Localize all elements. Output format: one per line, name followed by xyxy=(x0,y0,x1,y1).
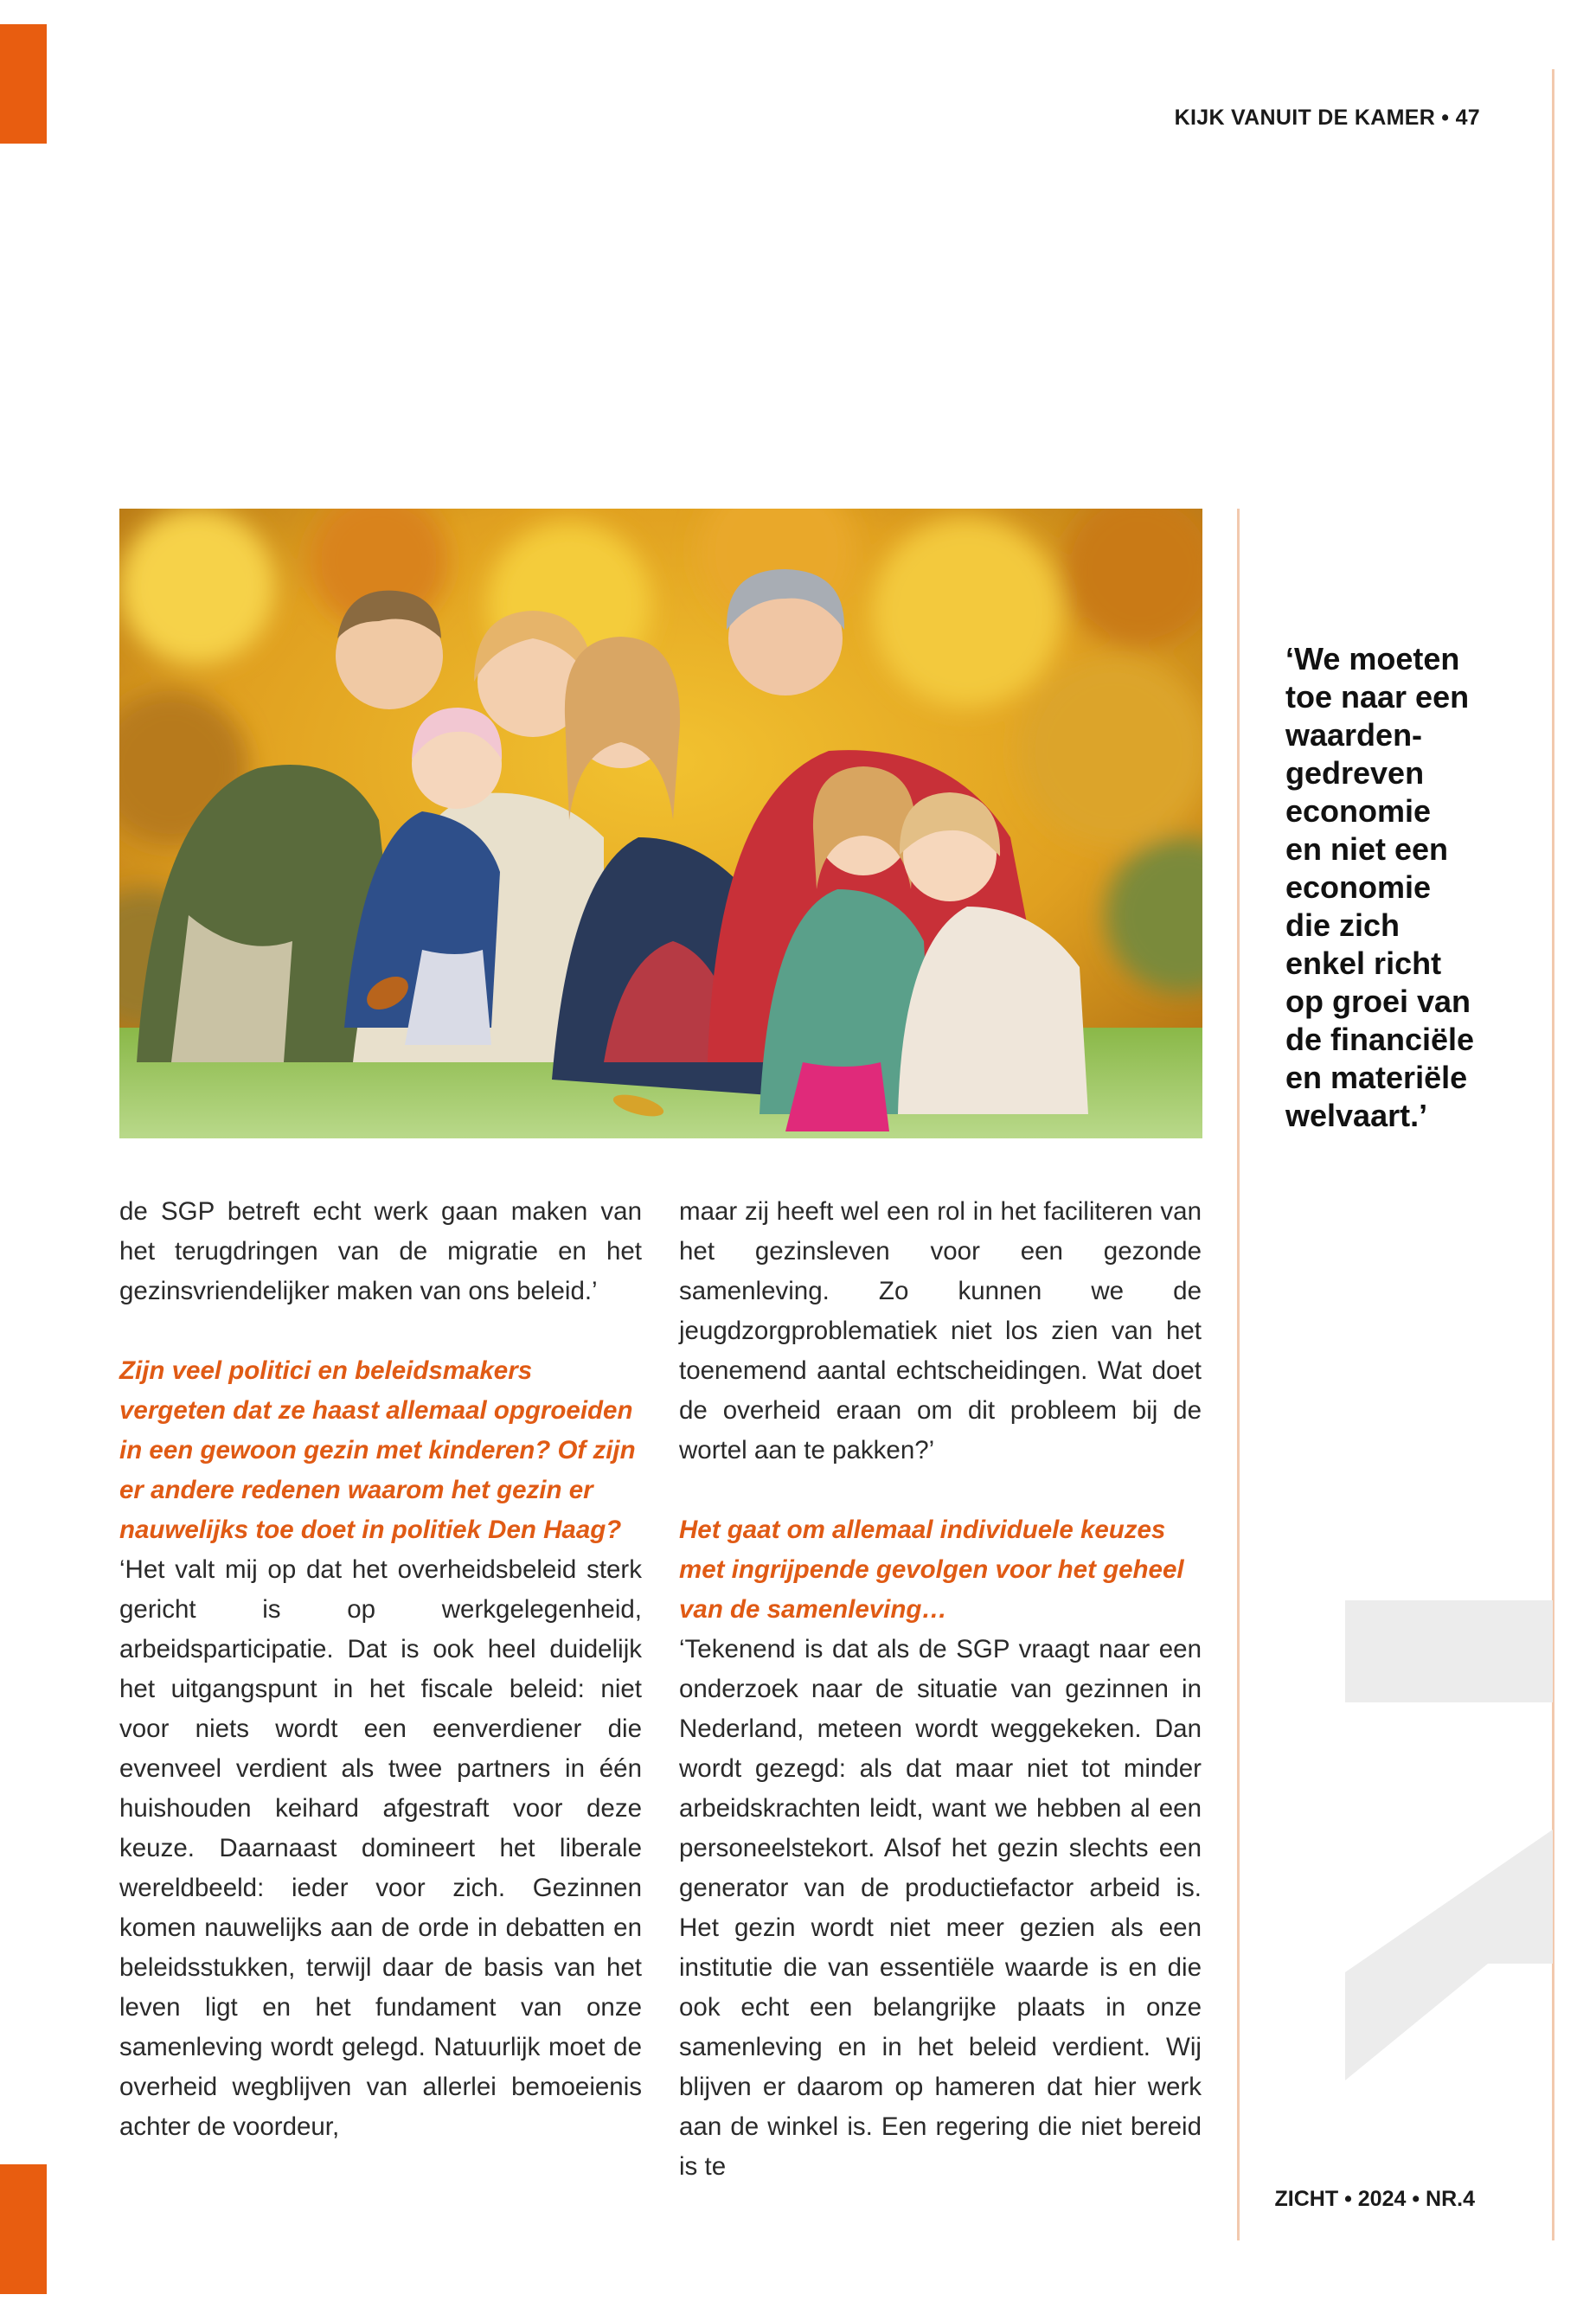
interview-question: Zijn veel politici en beleidsmakers vergeten dat ze haast allemaal opgroeiden in een gewoon gezin met kinderen? Of zijn er andere redenen waarom het gezin er nauwelijks toe doet in politiek Den Haag? xyxy=(119,1356,636,1544)
pullquote-line: ‘We moeten xyxy=(1285,641,1460,676)
article-column-right xyxy=(679,1192,1202,2187)
running-head: KIJK VANUIT DE KAMER • 47 xyxy=(1174,106,1480,130)
body-paragraph: maar zij heeft wel een rol in het faciliteren van het gezinsleven voor een gezonde samenleving. Zo kunnen we de jeugdzorgproblematiek niet los zien van het toenemend aantal echtscheidingen. Wat doet de overheid eraan om dit probleem bij de wortel aan te pakken?’ xyxy=(679,1197,1202,1465)
pullquote-line: waarden- xyxy=(1285,717,1423,753)
article-column-left xyxy=(119,1192,642,2147)
body-paragraph: de SGP betreft echt werk gaan maken van het terugdringen van de migratie en het gezinsvriendelijker maken van ons beleid.’ xyxy=(119,1197,642,1305)
pullquote-rule xyxy=(1237,509,1240,2240)
pullquote-line: economie xyxy=(1285,793,1432,829)
family-photo xyxy=(119,509,1202,1138)
orange-page-tab-top xyxy=(0,24,47,144)
folio: ZICHT • 2024 • NR.4 xyxy=(1274,2187,1475,2211)
pullquote-line: welvaart.’ xyxy=(1285,1098,1428,1133)
pullquote-line: op groei van xyxy=(1285,984,1471,1019)
pullquote-line: en niet een xyxy=(1285,831,1449,867)
orange-page-tab-bottom xyxy=(0,2164,47,2294)
pull-quote xyxy=(1285,640,1519,1135)
pullquote-line: de financiële xyxy=(1285,1022,1475,1057)
body-paragraph: ‘Tekenend is dat als de SGP vraagt naar een onderzoek naar de situatie van gezinnen in Nederland, meteen wordt weggekeken. Dan wordt gezegd: als dat maar niet tot minder arbeidskrachten leidt, want we hebben al een personeelstekort. Alsof het gezin slechts een generator van de productiefactor arbeid is. Het gezin wordt niet meer gezien als een institutie die van essentiële waarde is en die ook echt een belangrijke plaats in onze samenleving en in het beleid verdient. Wij blijven er daarom op hameren dat hier werk aan de winkel is. Een regering die niet bereid is te xyxy=(679,1635,1202,2181)
magazine-z-logo-mark xyxy=(1345,1600,1553,2080)
pullquote-line: economie xyxy=(1285,869,1432,905)
interview-question: Het gaat om allemaal individuele keuzes met ingrijpende gevolgen voor het geheel van de samenleving… xyxy=(679,1516,1184,1624)
pullquote-line: die zich xyxy=(1285,907,1401,943)
pullquote-line: en materiële xyxy=(1285,1060,1468,1095)
pullquote-line: enkel richt xyxy=(1285,945,1442,981)
body-paragraph: ‘Het valt mij op dat het overheidsbeleid sterk gericht is op werkgelegenheid, arbeidsparticipatie. Dat is ook heel duidelijk het uitgangspunt in het fiscale beleid: niet voor niets wordt een eenverdiener die evenveel verdient als twee partners in één huishouden keihard afgestraft voor deze keuze. Daarnaast domineert het liberale wereldbeeld: ieder voor zich. Gezinnen komen nauwelijks aan de orde in debatten en beleidsstukken, terwijl daar de basis van het leven ligt en het fundament van onze samenleving wordt gelegd. Natuurlijk moet de overheid wegblijven van allerlei bemoeienis achter de voordeur, xyxy=(119,1555,642,2141)
pullquote-line: gedreven xyxy=(1285,755,1425,791)
pullquote-line: toe naar een xyxy=(1285,679,1470,715)
